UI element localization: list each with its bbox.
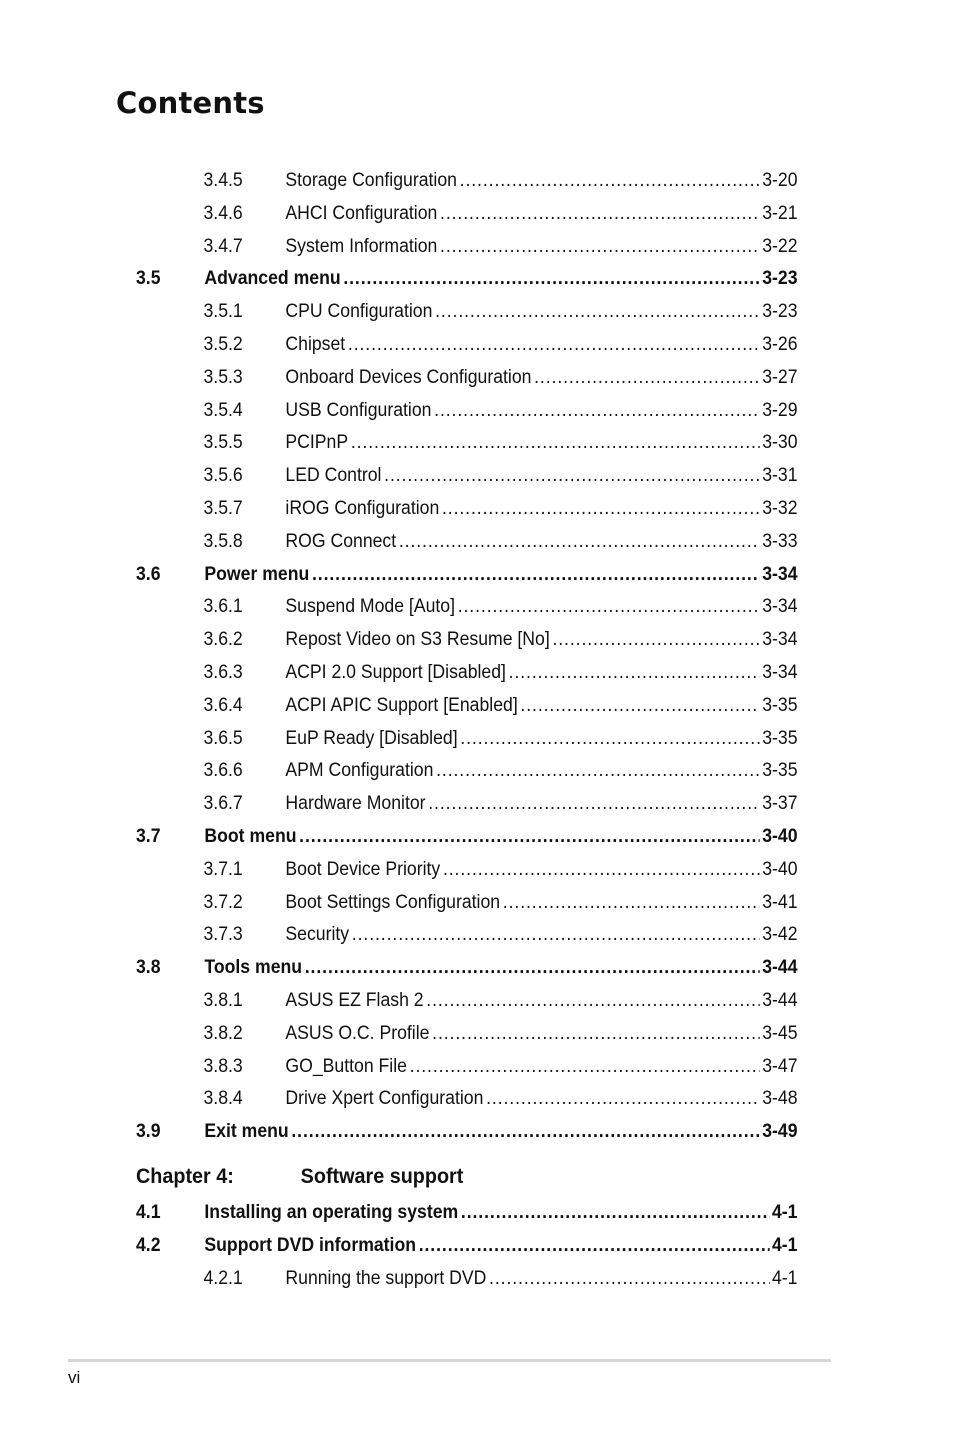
toc-entry-page: 3-34: [762, 595, 798, 618]
toc-entry-line: [204, 820, 797, 853]
toc-entry-page: 3-27: [762, 365, 798, 388]
toc-dot-leader: [435, 295, 759, 328]
toc-entry-number: 4.2.1: [203, 1266, 243, 1289]
toc-entry-number: 3.5: [136, 267, 161, 290]
toc-entry-title: Chipset: [285, 332, 346, 355]
toc-subsection-entry: [136, 623, 798, 656]
toc-entry-title: AHCI Configuration: [285, 201, 438, 224]
toc-entry-number: 3.6.6: [203, 759, 243, 782]
toc-entry-page: 3-41: [762, 890, 798, 913]
toc-entry-number: 3.8.2: [203, 1021, 243, 1044]
toc-entry-title: Hardware Monitor: [285, 792, 426, 815]
toc-section-entry: [136, 558, 798, 591]
toc-entry-title: Onboard Devices Configuration: [285, 365, 532, 388]
toc-entry-page: 3-20: [762, 169, 798, 191]
toc-dot-leader: [461, 1196, 769, 1229]
toc-entry-line: [285, 1082, 797, 1115]
toc-entry-number: 3.8.3: [203, 1054, 243, 1077]
toc-entry-number: 3.4.7: [203, 234, 243, 257]
toc-dot-leader: [503, 886, 760, 919]
toc-entry-number: 3.6.5: [203, 726, 243, 749]
toc-subsection-entry: [136, 1017, 798, 1050]
toc-dot-leader: [419, 1229, 770, 1262]
toc-entry-number: 3.6.7: [203, 792, 243, 815]
toc-entry-page: 3-34: [762, 628, 798, 651]
table-of-contents: [136, 164, 798, 1294]
toc-entry-title: Installing an operating system: [204, 1200, 459, 1223]
toc-entry-number: 4.1: [136, 1200, 161, 1223]
toc-entry-title: Repost Video on S3 Resume [No]: [285, 628, 550, 651]
toc-dot-leader: [442, 492, 760, 525]
toc-entry-page: 3-47: [762, 1054, 798, 1077]
toc-entry-line: [285, 853, 797, 886]
toc-section-entry: [136, 1196, 798, 1229]
toc-entry-number: 3.4.5: [203, 169, 243, 191]
toc-dot-leader: [312, 558, 760, 591]
toc-entry-page: 3-21: [762, 201, 798, 224]
toc-entry-number: 3.5.4: [203, 398, 243, 421]
toc-subsection-entry: [136, 1050, 798, 1083]
toc-entry-page: 3-34: [762, 660, 798, 683]
toc-entry-line: [204, 262, 797, 295]
toc-entry-title: Tools menu: [204, 956, 303, 979]
toc-dot-leader: [426, 984, 759, 1017]
toc-entry-number: 3.7.3: [203, 923, 243, 946]
toc-entry-title: Boot menu: [204, 824, 297, 847]
toc-entry-page: 3-35: [762, 693, 798, 716]
toc-entry-number: 4.2: [136, 1233, 161, 1256]
toc-subsection-entry: [136, 984, 798, 1017]
toc-entry-page: 4-1: [772, 1200, 798, 1223]
toc-entry-title: Drive Xpert Configuration: [285, 1087, 484, 1110]
toc-entry-page: 3-26: [762, 332, 798, 355]
toc-dot-leader: [486, 1082, 759, 1115]
toc-section-entry: [136, 951, 798, 984]
toc-entry-title: ROG Connect: [285, 529, 397, 552]
chapter-label: Chapter 4:: [136, 1163, 234, 1188]
toc-entry-number: 3.5.3: [203, 365, 243, 388]
toc-entry-line: [285, 197, 797, 230]
toc-entry-number: 3.7.1: [203, 857, 243, 880]
toc-entry-number: 3.4.6: [203, 201, 243, 224]
toc-entry-title: Storage Configuration: [285, 169, 457, 191]
toc-dot-leader: [440, 197, 759, 230]
toc-dot-leader: [520, 689, 759, 722]
toc-entry-line: [285, 394, 797, 427]
toc-entry-title: Running the support DVD: [285, 1266, 487, 1289]
toc-entry-number: 3.9: [136, 1120, 161, 1143]
toc-subsection-entry: [136, 459, 798, 492]
toc-dot-leader: [348, 328, 760, 361]
toc-entry-title: ACPI APIC Support [Enabled]: [285, 693, 518, 716]
toc-entry-page: 3-45: [762, 1021, 798, 1044]
toc-entry-line: [204, 1196, 797, 1229]
toc-entry-line: [285, 590, 797, 623]
toc-subsection-entry: [136, 492, 798, 525]
toc-entry-line: [285, 623, 797, 656]
toc-entry-line: [285, 689, 797, 722]
toc-dot-leader: [443, 853, 760, 886]
toc-subsection-entry: [136, 1082, 798, 1115]
toc-entry-line: [285, 918, 797, 951]
toc-section-entry: [136, 820, 798, 853]
toc-entry-line: [285, 984, 797, 1017]
toc-entry-title: ASUS O.C. Profile: [285, 1021, 430, 1044]
toc-dot-leader: [534, 361, 759, 394]
toc-entry-title: PCIPnP: [285, 431, 349, 454]
toc-entry-title: EuP Ready [Disabled]: [285, 726, 458, 749]
toc-entry-line: [285, 426, 797, 459]
toc-entry-number: 3.6.1: [203, 595, 243, 618]
toc-entry-number: 3.6.3: [203, 660, 243, 683]
toc-dot-leader: [384, 459, 759, 492]
toc-subsection-entry: [136, 525, 798, 558]
footer-page-number: vi: [68, 1368, 81, 1387]
toc-entry-line: [285, 886, 797, 919]
toc-entry-line: [204, 1229, 797, 1262]
toc-entry-line: [285, 1050, 797, 1083]
toc-subsection-entry: [136, 787, 798, 820]
toc-subsection-entry: [136, 164, 798, 197]
toc-subsection-entry: [136, 230, 798, 263]
toc-entry-line: [285, 295, 797, 328]
toc-entry-page: 3-44: [762, 956, 798, 979]
toc-entry-title: USB Configuration: [285, 398, 432, 421]
toc-entry-line: [285, 1017, 797, 1050]
toc-entry-page: 3-40: [762, 824, 798, 847]
toc-section-entry: [136, 1115, 798, 1148]
toc-section-entry: [136, 1229, 798, 1262]
toc-entry-line: [204, 1115, 797, 1148]
toc-dot-leader: [434, 394, 759, 427]
toc-entry-title: Exit menu: [204, 1120, 289, 1143]
toc-entry-number: 3.5.2: [203, 332, 243, 355]
toc-dot-leader: [352, 918, 760, 951]
toc-section-entry: [136, 262, 798, 295]
toc-entry-title: APM Configuration: [285, 759, 434, 782]
toc-dot-leader: [351, 426, 760, 459]
toc-dot-leader: [509, 656, 760, 689]
toc-entry-line: [285, 525, 797, 558]
toc-subsection-entry: [136, 1262, 798, 1295]
toc-dot-leader: [440, 230, 759, 263]
toc-dot-leader: [436, 754, 759, 787]
toc-entry-title: LED Control: [285, 464, 382, 487]
toc-entry-title: System Information: [285, 234, 438, 257]
toc-entry-number: 3.6.4: [203, 693, 243, 716]
toc-entry-page: 3-32: [762, 496, 798, 519]
toc-entry-number: 3.8.4: [203, 1087, 243, 1110]
toc-entry-number: 3.5.7: [203, 496, 243, 519]
toc-entry-line: [285, 164, 797, 197]
toc-entry-title: CPU Configuration: [285, 300, 433, 323]
toc-entry-page: 3-29: [762, 398, 798, 421]
toc-entry-number: 3.8: [136, 956, 161, 979]
toc-entry-page: 3-37: [762, 792, 798, 815]
toc-subsection-entry: [136, 656, 798, 689]
toc-dot-leader: [299, 820, 759, 853]
footer-divider: [68, 1359, 831, 1362]
toc-entry-line: [285, 361, 797, 394]
toc-subsection-entry: [136, 426, 798, 459]
toc-entry-page: 3-40: [762, 857, 798, 880]
toc-entry-title: Boot Device Priority: [285, 857, 441, 880]
toc-dot-leader: [343, 262, 759, 295]
toc-dot-leader: [305, 951, 760, 984]
toc-entry-page: 3-22: [762, 234, 798, 257]
toc-subsection-entry: [136, 361, 798, 394]
toc-entry-title: ACPI 2.0 Support [Disabled]: [285, 660, 506, 683]
toc-entry-page: 3-23: [762, 267, 798, 290]
toc-entry-page: 3-42: [762, 923, 798, 946]
toc-subsection-entry: [136, 328, 798, 361]
toc-subsection-entry: [136, 754, 798, 787]
toc-entry-title: Suspend Mode [Auto]: [285, 595, 456, 618]
toc-entry-page: 3-44: [762, 988, 798, 1011]
toc-entry-title: Advanced menu: [204, 267, 341, 290]
toc-subsection-entry: [136, 918, 798, 951]
page-title: Contents: [116, 86, 265, 120]
toc-entry-number: 3.5.5: [203, 431, 243, 454]
toc-dot-leader: [410, 1050, 760, 1083]
toc-entry-line: [285, 754, 797, 787]
toc-entry-line: [204, 951, 797, 984]
toc-entry-page: 4-1: [772, 1233, 798, 1256]
toc-subsection-entry: [136, 590, 798, 623]
toc-entry-line: [285, 656, 797, 689]
toc-subsection-entry: [136, 197, 798, 230]
toc-entry-line: [285, 787, 797, 820]
toc-entry-page: 3-33: [762, 529, 798, 552]
toc-subsection-entry: [136, 689, 798, 722]
toc-dot-leader: [432, 1017, 759, 1050]
toc-entry-title: GO_Button File: [285, 1054, 407, 1077]
toc-entry-title: Support DVD information: [204, 1233, 416, 1256]
toc-entry-page: 3-23: [762, 300, 798, 323]
toc-entry-number: 3.6.2: [203, 628, 243, 651]
toc-entry-line: [204, 558, 797, 591]
toc-entry-line: [285, 1262, 797, 1295]
toc-subsection-entry: [136, 295, 798, 328]
toc-list-chapter-3: [136, 164, 798, 1148]
toc-entry-title: Boot Settings Configuration: [285, 890, 501, 913]
toc-entry-line: [285, 459, 797, 492]
toc-dot-leader: [291, 1115, 759, 1148]
toc-subsection-entry: [136, 853, 798, 886]
toc-dot-leader: [399, 525, 760, 558]
toc-entry-page: 4-1: [772, 1266, 798, 1289]
toc-entry-number: 3.8.1: [203, 988, 243, 1011]
toc-entry-line: [285, 722, 797, 755]
toc-entry-page: 3-30: [762, 431, 798, 454]
toc-entry-page: 3-31: [762, 464, 798, 487]
toc-dot-leader: [428, 787, 759, 820]
toc-entry-page: 3-48: [762, 1087, 798, 1110]
toc-entry-number: 3.7.2: [203, 890, 243, 913]
toc-entry-number: 3.6: [136, 562, 161, 585]
toc-entry-page: 3-34: [762, 562, 798, 585]
toc-dot-leader: [460, 722, 759, 755]
toc-entry-title: iROG Configuration: [285, 496, 440, 519]
toc-entry-title: Power menu: [204, 562, 310, 585]
toc-entry-line: [285, 492, 797, 525]
toc-entry-title: ASUS EZ Flash 2: [285, 988, 424, 1011]
toc-entry-line: [285, 328, 797, 361]
toc-dot-leader: [460, 164, 760, 197]
toc-entry-page: 3-49: [762, 1120, 798, 1143]
toc-entry-number: 3.7: [136, 824, 161, 847]
toc-subsection-entry: [136, 722, 798, 755]
toc-dot-leader: [458, 590, 760, 623]
chapter-title: Software support: [300, 1163, 464, 1188]
toc-entry-number: 3.5.8: [203, 529, 243, 552]
toc-entry-page: 3-35: [762, 759, 798, 782]
toc-entry-number: 3.5.1: [203, 300, 243, 323]
toc-dot-leader: [489, 1262, 769, 1295]
toc-list-chapter-4: [136, 1196, 798, 1294]
toc-entry-number: 3.5.6: [203, 464, 243, 487]
chapter-heading: [136, 1148, 798, 1196]
toc-subsection-entry: [136, 886, 798, 919]
toc-entry-line: [285, 230, 797, 263]
toc-entry-page: 3-35: [762, 726, 798, 749]
toc-dot-leader: [552, 623, 759, 656]
toc-entry-title: Security: [285, 923, 350, 946]
toc-subsection-entry: [136, 394, 798, 427]
